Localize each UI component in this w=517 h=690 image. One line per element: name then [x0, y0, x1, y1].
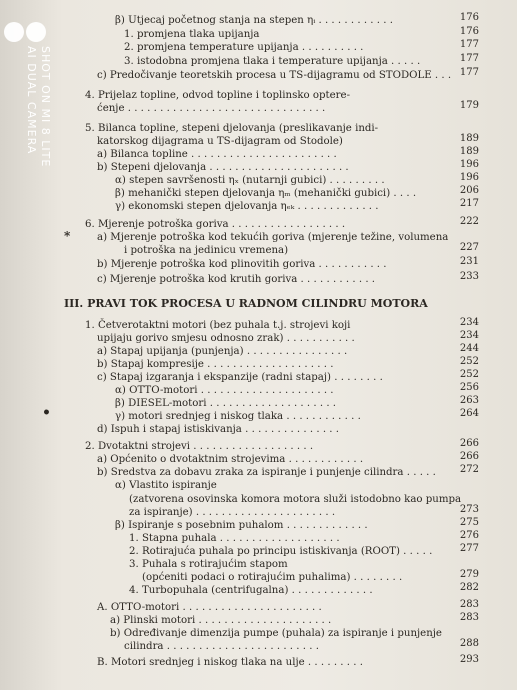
toc-entry: 1. Četverotaktni motori (bez puhala t.j. strojevi koji — [85, 320, 351, 331]
toc-entry: 3. Puhala s rotirajućim stapom — [129, 559, 288, 570]
toc-entry: γ) motori srednjeg i niskog tlaka . . . . . . . . . . . . — [115, 411, 361, 422]
toc-entry: b) Stepeni djelovanja . . . . . . . . . . . . . . . . . . . . . . — [97, 162, 349, 173]
toc-entry: i potroška na jedinicu vremena) — [124, 245, 289, 256]
toc-page-number: 177 — [459, 53, 479, 64]
toc-page-number: 196 — [459, 159, 479, 170]
ink-mark: • — [42, 405, 51, 421]
toc-entry: a) Bilanca topline . . . . . . . . . . . . . . . . . . . . . . . — [97, 149, 337, 160]
toc-page-number: 264 — [459, 408, 479, 419]
toc-page-number: 283 — [459, 599, 479, 610]
camera-watermark — [25, 22, 52, 202]
toc-entry: cilindra . . . . . . . . . . . . . . . . . . . . . . . . — [124, 641, 319, 652]
toc-page-number: 279 — [459, 569, 479, 580]
toc-entry: katorskog dijagrama u TS-dijagram od Stodole) — [97, 136, 343, 147]
toc-entry: 1. Stapna puhala . . . . . . . . . . . . . . . . . . . — [129, 533, 340, 544]
toc-entry: b) Mjerenje potroška kod plinovitih goriva . . . . . . . . . . . — [97, 259, 387, 270]
toc-entry: b) Određivanje dimenzija pumpe (puhala) za ispiranje i punjenje — [110, 628, 442, 639]
toc-page-number: 252 — [459, 356, 479, 367]
toc-page-number: 252 — [459, 369, 479, 380]
toc-entry: a) Općenito o dvotaktnim strojevima . . . . . . . . . . . . — [97, 454, 364, 465]
toc-page-number: 234 — [459, 330, 479, 341]
toc-page-number: 206 — [459, 185, 479, 196]
toc-entry: γ) ekonomski stepen djelovanja ηₑₖ . . . . . . . . . . . . . — [115, 201, 379, 212]
toc-entry: 5. Bilanca topline, stepeni djelovanja (preslikavanje indi- — [85, 123, 379, 134]
toc-entry: 6. Mjerenje potroška goriva . . . . . . . . . . . . . . . . . . — [85, 219, 346, 230]
toc-entry: α) OTTO-motori . . . . . . . . . . . . . . . . . . . . . — [115, 385, 334, 396]
watermark-line2: AI DUAL CAMERA — [25, 46, 38, 155]
toc-page-number: 273 — [459, 504, 479, 515]
toc-page-number: 272 — [459, 464, 479, 475]
toc-entry: (zatvorena osovinska komora motora služi istodobno kao pumpa — [129, 494, 462, 505]
toc-page-number: 288 — [459, 638, 479, 649]
toc-page-number: 244 — [459, 343, 479, 354]
toc-page-number: 189 — [459, 146, 479, 157]
toc-page-number: 222 — [459, 216, 479, 227]
toc-entry: 2. promjena temperature upijanja . . . . . . . . . . — [124, 42, 364, 53]
toc-entry: 4. Prijelaz topline, odvod topline i toplinsko optere- — [85, 90, 351, 101]
toc-entry: a) Plinski motori . . . . . . . . . . . . . . . . . . . . . — [110, 615, 332, 626]
toc-entry: α) stepen savršenosti ηₓ (nutarnji gubici) . . . . . . . . . — [115, 175, 385, 186]
asterisk-mark: * — [64, 229, 71, 243]
toc-entry: β) Ispiranje s posebnim puhalom . . . . . . . . . . . . . — [115, 520, 368, 531]
toc-entry: d) Ispuh i stapaj istiskivanja . . . . . . . . . . . . . . . — [97, 424, 340, 435]
toc-entry: β) DIESEL-motori . . . . . . . . . . . . . . . . . . . . — [115, 398, 337, 409]
toc-entry: 1. promjena tlaka upijanja — [124, 29, 260, 40]
toc-entry: β) Utjecaj početnog stanja na stepen ηᵢ . . . . . . . . . . . . — [115, 15, 393, 26]
toc-page-number: 196 — [459, 172, 479, 183]
toc-entry: c) Stapaj izgaranja i ekspanzije (radni stapaj) . . . . . . . . — [97, 372, 383, 383]
toc-page-number: 293 — [459, 654, 479, 665]
toc-page-number: 176 — [459, 12, 479, 23]
toc-page-number: 217 — [459, 198, 479, 209]
toc-page-number: 179 — [459, 100, 479, 111]
toc-entry: III. PRAVI TOK PROCESA U RADNOM CILINDRU MOTORA — [64, 297, 428, 310]
toc-page-number: 256 — [459, 382, 479, 393]
toc-page-number: 277 — [459, 543, 479, 554]
toc-page-number: 276 — [459, 530, 479, 541]
toc-entry: a) Stapaj upijanja (punjenja) . . . . . . . . . . . . . . . . — [97, 346, 348, 357]
toc-entry: 3. istodobna promjena tlaka i temperature upijanja . . . . . — [124, 56, 421, 67]
toc-entry: B. Motori srednjeg i niskog tlaka na ulje . . . . . . . . . — [97, 657, 363, 668]
toc-entry: upijaju gorivo smjesu odnosno zrak) . . . . . . . . . . . — [97, 333, 355, 344]
toc-page-number: 177 — [459, 67, 479, 78]
toc-entry: c) Mjerenje potroška kod krutih goriva . . . . . . . . . . . . — [97, 274, 376, 285]
toc-entry: β) mehanički stepen djelovanja ηₘ (mehanički gubici) . . . . — [115, 188, 417, 199]
toc-entry: 2. Rotirajuća puhala po principu istiskivanja (ROOT) . . . . . — [129, 546, 433, 557]
toc-page-number: 176 — [459, 26, 479, 37]
toc-page-number: 177 — [459, 39, 479, 50]
toc-entry: c) Predočivanje teoretskih procesa u TS-dijagramu od STODOLE . . . — [97, 70, 452, 81]
toc-entry: b) Stapaj kompresije . . . . . . . . . . . . . . . . . . . . — [97, 359, 334, 370]
toc-entry: za ispiranje) . . . . . . . . . . . . . . . . . . . . . . — [129, 507, 336, 518]
toc-page-number: 234 — [459, 317, 479, 328]
toc-entry: a) Mjerenje potroška kod tekućih goriva (mjerenje težine, volumena — [97, 232, 449, 243]
toc-entry: ćenje . . . . . . . . . . . . . . . . . . . . . . . . . . . . . . . — [97, 103, 326, 114]
toc-page-number: 275 — [459, 517, 479, 528]
toc-page-number: 231 — [459, 256, 479, 267]
toc-entry: 2. Dvotaktni strojevi . . . . . . . . . . . . . . . . . . . — [85, 441, 314, 452]
toc-page-number: 227 — [459, 242, 479, 253]
toc-page-number: 263 — [459, 395, 479, 406]
toc-entry: (općeniti podaci o rotirajućim puhalima) . . . . . . . . — [142, 572, 403, 583]
toc-page-number: 283 — [459, 612, 479, 623]
watermark-line1: SHOT ON MI 8 LITE — [39, 46, 52, 168]
camera-logo-icon — [4, 22, 48, 44]
toc-entry: α) Vlastito ispiranje — [115, 480, 217, 491]
toc-page-number: 266 — [459, 451, 479, 462]
toc-page-number: 233 — [459, 271, 479, 282]
toc-entry: 4. Turbopuhala (centrifugalna) . . . . . . . . . . . . . — [129, 585, 373, 596]
toc-page-number: 189 — [459, 133, 479, 144]
toc-entry: A. OTTO-motori . . . . . . . . . . . . . . . . . . . . . . — [97, 602, 322, 613]
toc-page-number: 282 — [459, 582, 479, 593]
toc-page-number: 266 — [459, 438, 479, 449]
toc-entry: b) Sredstva za dobavu zraka za ispiranje i punjenje cilindra . . . . . — [97, 467, 436, 478]
